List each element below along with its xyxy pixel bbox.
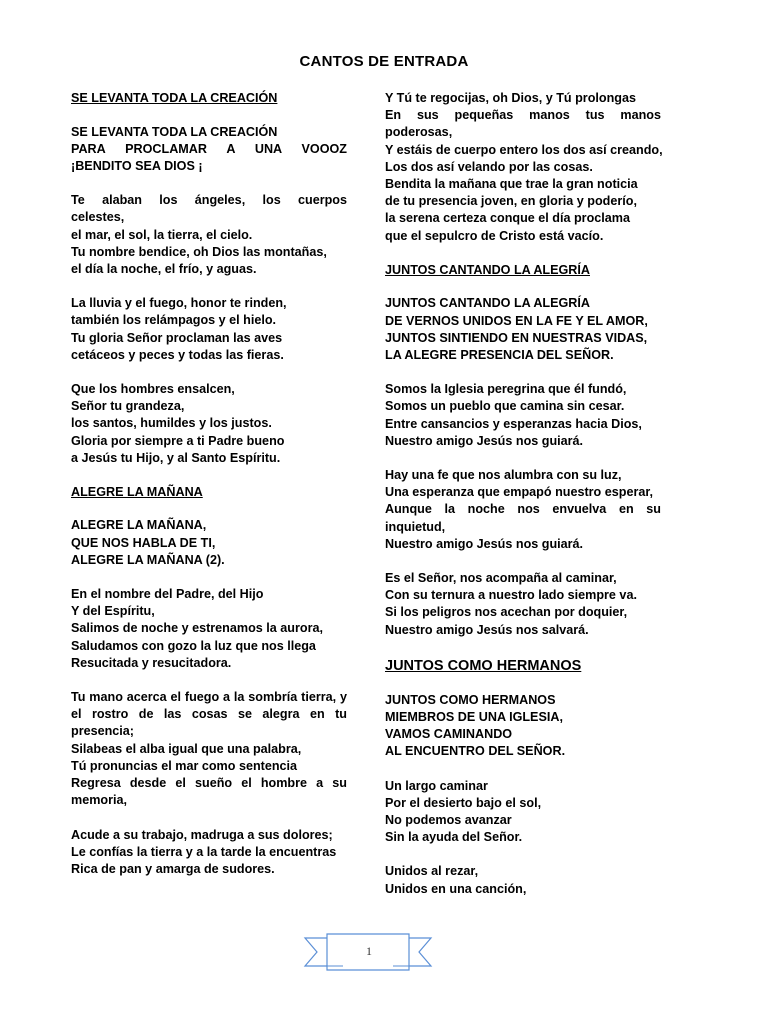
verse: La lluvia y el fuego, honor te rinden, también los relámpagos y el hielo. Tu gloria Señor proclaman las aves cetáceos y peces y todas las fieras. [71,296,287,362]
verse: Que los hombres ensalcen, Señor tu grandeza, los santos, humildes y los justos. Gloria por siempre a ti Padre bueno a Jesús tu Hijo, y al Santo Espíritu. [71,381,285,465]
verse: Y Tú te regocijas, oh Dios, y Tú prolongas En sus pequeñas manos tus manos poderosas, Y estáis de cuerpo entero los dos así creando, Los dos así velando por las cosas. Bendita la mañana que trae la gran noticia de tu presencia joven, en gloria y poderío, la serena certeza conque el día proclama que el sepulcro de Cristo está vacío. [385,91,663,243]
song-title: JUNTOS COMO HERMANOS [385,657,582,674]
page-number: 1 [366,944,372,958]
chorus: SE LEVANTA TODA LA CREACIÓN PARA PROCLAMAR A UNA VOOOZ ¡BENDITO SEA DIOS ¡ [71,124,347,173]
song-title: JUNTOS CANTANDO LA ALEGRÍA [385,262,590,277]
verse: Somos la Iglesia peregrina que él fundó, Somos un pueblo que camina sin cesar. Entre cansancios y esperanzas hacia Dios, Nuestro amigo Jesús nos guiará. [385,382,642,448]
song-title: SE LEVANTA TODA LA CREACIÓN [71,91,278,105]
verse: Acude a su trabajo, madruga a sus dolores; Le confías la tierra y a la tarde la encuentras Rica de pan y amarga de sudores. [71,827,337,876]
right-column [385,90,661,898]
verse: Tu mano acerca el fuego a la sombría tierra, y el rostro de las cosas se alegra en tu presencia; Silabeas el alba igual que una palabra, Tú pronuncias el mar como sentencia Regresa desde el sueño el hombre a su memoria, [71,690,347,808]
verse: Unidos al rezar, Unidos en una canción, [385,864,527,896]
page-title: CANTOS DE ENTRADA [299,53,469,70]
verse: Es el Señor, nos acompaña al caminar, Con su ternura a nuestro lado siempre va. Si los peligros nos acechan por doquier, Nuestro amigo Jesús nos salvará. [385,570,637,637]
verse: Te alaban los ángeles, los cuerpos celestes, el mar, el sol, la tierra, el cielo. Tu nombre bendice, oh Dios las montañas, el día la noche, el frío, y aguas. [71,193,347,276]
chorus: JUNTOS COMO HERMANOS MIEMBROS DE UNA IGLESIA, VAMOS CAMINANDO AL ENCUENTRO DEL SEÑOR. [385,692,566,759]
verse: Hay una fe que nos alumbra con su luz, Una esperanza que empapó nuestro esperar, Aunque la noche nos envuelva en su inquietud, Nuestro amigo Jesús nos guiará. [385,467,661,551]
verse: Un largo caminar Por el desierto bajo el sol, No podemos avanzar Sin la ayuda del Señor. [385,778,542,845]
chorus: ALEGRE LA MAÑANA, QUE NOS HABLA DE TI, ALEGRE LA MAÑANA (2). [71,518,225,567]
verse: En el nombre del Padre, del Hijo Y del Espíritu, Salimos de noche y estrenamos la aurora, Saludamos con gozo la luz que nos llega Resucitada y resucitadora. [71,587,323,670]
chorus: JUNTOS CANTANDO LA ALEGRÍA DE VERNOS UNIDOS EN LA FE Y EL AMOR, JUNTOS SINTIENDO EN NUESTRAS VIDAS, LA ALEGRE PRESENCIA DEL SEÑOR. [385,296,648,362]
left-column [71,90,347,878]
song-title: ALEGRE LA MAÑANA [71,484,203,499]
